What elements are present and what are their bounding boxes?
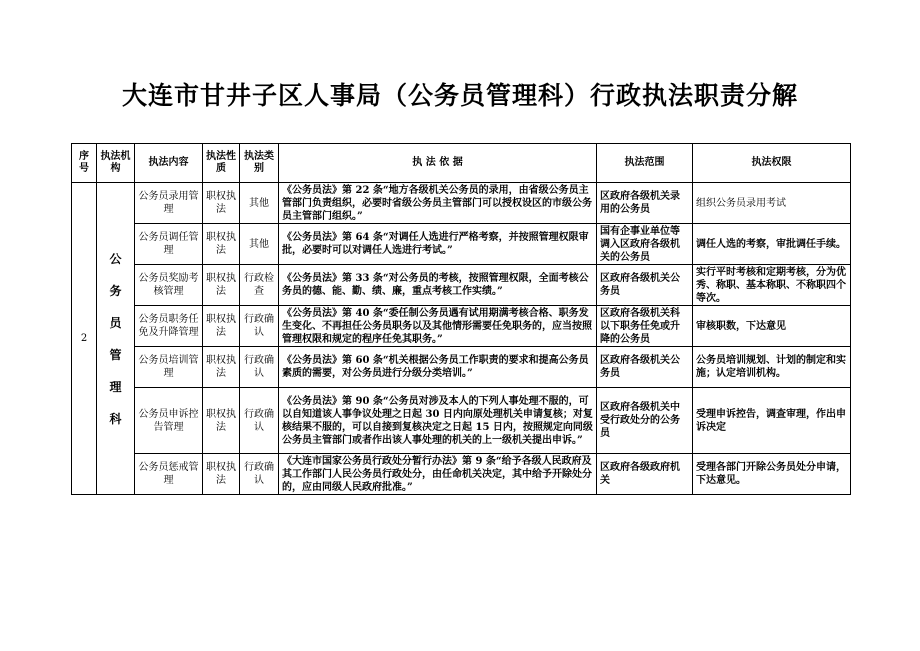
category-cell: 行政检查 (240, 265, 279, 306)
basis-cell: 《公务员法》第 60 条“机关根据公务员工作职责的要求和提高公务员素质的需要，对公务员进行分级分类培训。” (279, 347, 597, 388)
scope-cell: 区政府各级机关录用的公务员 (597, 183, 693, 224)
category-cell: 行政确认 (240, 454, 279, 495)
header-seq: 序号 (72, 144, 97, 183)
scope-cell: 区政府各级机关科以下职务任免或升降的公务员 (597, 306, 693, 347)
header-org: 执法机构 (97, 144, 135, 183)
org-char: 理 (109, 379, 122, 394)
content-cell: 公务员奖励考核管理 (135, 265, 203, 306)
content-cell: 公务员调任管理 (135, 224, 203, 265)
header-category: 执法类别 (240, 144, 279, 183)
header-scope: 执法范围 (597, 144, 693, 183)
table-row (72, 183, 851, 224)
header-content: 执法内容 (135, 144, 203, 183)
authority-cell: 审核职数，下达意见 (693, 306, 851, 347)
header-row (72, 144, 851, 183)
category-cell: 行政确认 (240, 347, 279, 388)
table-row (72, 347, 851, 388)
table-row (72, 388, 851, 454)
category-cell: 行政确认 (240, 306, 279, 347)
basis-cell: 《公务员法》第 33 条“对公务员的考核，按照管理权限，全面考核公务员的德、能、勤、绩、廉，重点考核工作实绩。” (279, 265, 597, 306)
content-cell: 公务员职务任免及升降管理 (135, 306, 203, 347)
seq-cell: 2 (72, 183, 97, 495)
content-cell: 公务员申诉控告管理 (135, 388, 203, 454)
content-cell: 公务员录用管理 (135, 183, 203, 224)
scope-cell: 国有企事业单位等调入区政府各级机关的公务员 (597, 224, 693, 265)
nature-cell: 职权执法 (203, 454, 240, 495)
org-char: 公 (109, 251, 122, 266)
header-authority: 执法权限 (693, 144, 851, 183)
nature-cell: 职权执法 (203, 265, 240, 306)
nature-cell: 职权执法 (203, 183, 240, 224)
category-cell: 其他 (240, 183, 279, 224)
duty-table (71, 143, 851, 495)
basis-cell: 《大连市国家公务员行政处分暂行办法》第 9 条“给予各级人民政府及其工作部门人民公务员行政处分，由任命机关决定，其中给予开除处分的，应由同级人民政府批准。” (279, 454, 597, 495)
authority-cell: 公务员培训规划、计划的制定和实施；认定培训机构。 (693, 347, 851, 388)
authority-cell: 实行平时考核和定期考核，分为优秀、称职、基本称职、不称职四个等次。 (693, 265, 851, 306)
org-char: 科 (109, 411, 122, 426)
basis-cell: 《公务员法》第 90 条“公务员对涉及本人的下列人事处理不服的，可以自知道该人事争议处理之日起 30 日内向原处理机关申请复核；对复核结果不服的，可以自接到复核决定之日起 15 日内，按照规定向同级公务员主管部门或者作出该人事处理的机关的上一级机关提出申诉。” (279, 388, 597, 454)
header-nature: 执法性质 (203, 144, 240, 183)
basis-cell: 《公务员法》第 64 条“对调任人选进行严格考察，并按照管理权限审批，必要时可以对调任人选进行考试。” (279, 224, 597, 265)
authority-cell: 组织公务员录用考试 (693, 183, 851, 224)
table-row (72, 306, 851, 347)
scope-cell: 区政府各级机关公务员 (597, 347, 693, 388)
table-row (72, 454, 851, 495)
content-cell: 公务员惩戒管理 (135, 454, 203, 495)
page-title: 大连市甘井子区人事局（公务员管理科）行政执法职责分解 (121, 81, 798, 110)
basis-cell: 《公务员法》第 22 条“地方各级机关公务员的录用，由省级公务员主管部门负责组织，必要时省级公务员主管部门可以授权设区的市级公务员主管部门组织。” (279, 183, 597, 224)
authority-cell: 受理各部门开除公务员处分申请，下达意见。 (693, 454, 851, 495)
category-cell: 行政确认 (240, 388, 279, 454)
category-cell: 其他 (240, 224, 279, 265)
table-row (72, 265, 851, 306)
org-char: 务 (109, 283, 122, 298)
header-basis: 执 法 依 据 (279, 144, 597, 183)
scope-cell: 区政府各级机关公务员 (597, 265, 693, 306)
nature-cell: 职权执法 (203, 224, 240, 265)
nature-cell: 职权执法 (203, 388, 240, 454)
content-cell: 公务员培训管理 (135, 347, 203, 388)
authority-cell: 调任人选的考察，审批调任手续。 (693, 224, 851, 265)
nature-cell: 职权执法 (203, 306, 240, 347)
org-char: 管 (109, 347, 122, 362)
nature-cell: 职权执法 (203, 347, 240, 388)
authority-cell: 受理申诉控告，调查审理，作出申诉决定 (693, 388, 851, 454)
table-row (72, 224, 851, 265)
org-char: 员 (109, 315, 122, 330)
org-cell (97, 183, 135, 495)
scope-cell: 区政府各级机关中受行政处分的公务员 (597, 388, 693, 454)
basis-cell: 《公务员法》第 40 条“委任制公务员遇有试用期满考核合格、职务发生变化、不再担任公务员职务以及其他情形需要任免职务的，应当按照管理权限和规定的程序任免其职务。” (279, 306, 597, 347)
scope-cell: 区政府各级政府机关 (597, 454, 693, 495)
